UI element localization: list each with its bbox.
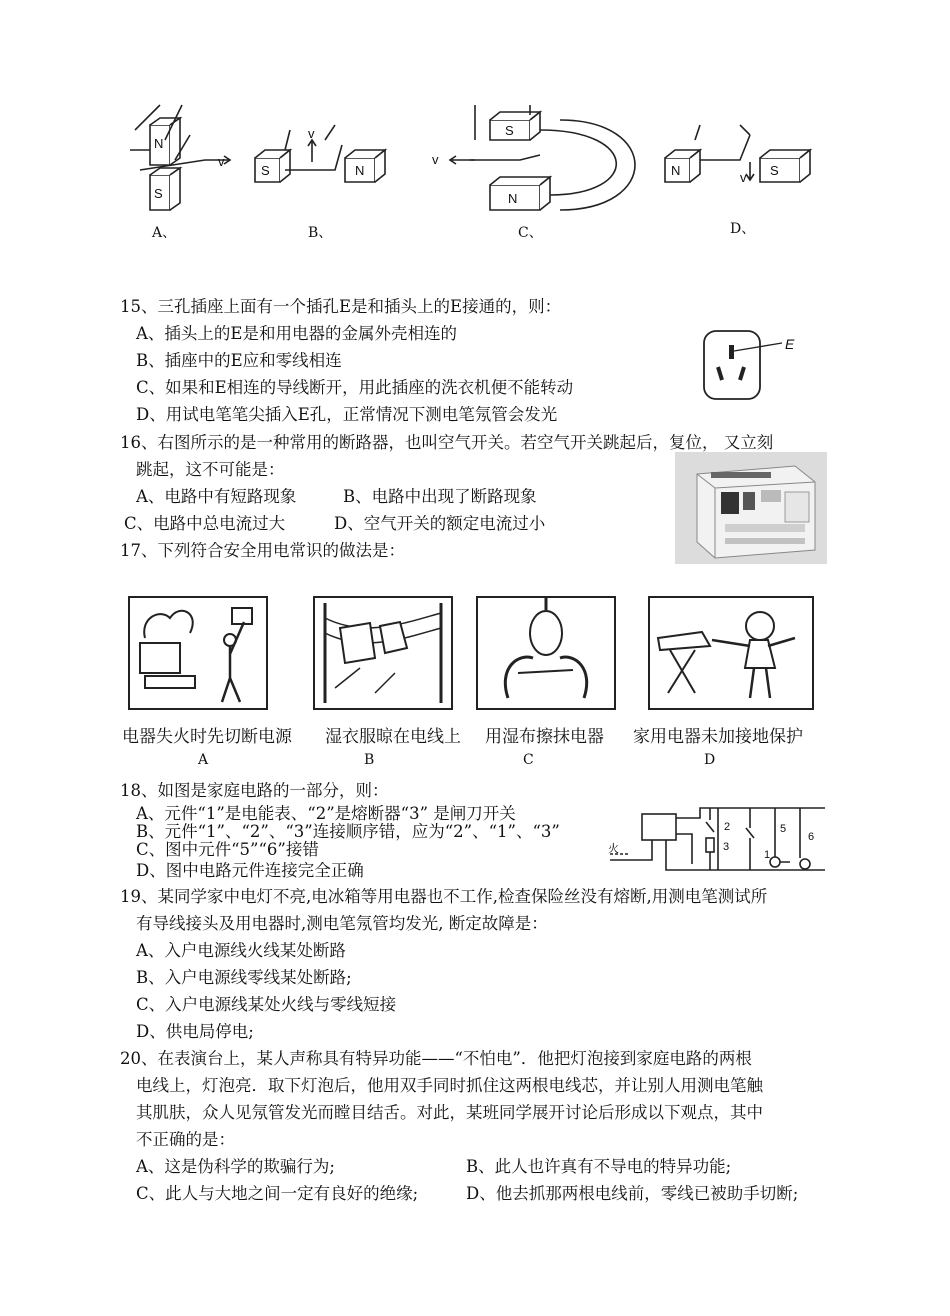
q20-stem-line3: 其肌肤，众人见氖管发光而瞠目结舌。对此，某班同学展开讨论后形成以下观点，其中: [136, 1103, 763, 1122]
circuit-label-3: 3: [723, 841, 730, 853]
q19-option-d: D、供电局停电;: [136, 1022, 254, 1041]
q20-stem-line2: 电线上，灯泡亮．取下灯泡后，他用双手同时抓住这两根电线芯，并让别人用测电笔触: [136, 1076, 763, 1095]
safety-picture-d: [648, 596, 814, 710]
velocity-label-b: v: [308, 126, 315, 141]
q19-stem-line2: 有导线接头及用电器时,测电笔氖管均发光, 断定故障是：: [136, 914, 548, 933]
magnet-figures: [120, 100, 820, 240]
q19-option-b: B、入户电源线零线某处断路;: [136, 968, 352, 987]
circuit-fire-label: 火: [608, 843, 619, 855]
q15-option-b: B、插座中的E应和零线相连: [136, 351, 342, 370]
home-circuit-diagram: [600, 798, 825, 880]
socket-diagram: [700, 325, 810, 405]
q19-option-a: A、入户电源线火线某处断路: [136, 941, 346, 960]
velocity-label-d: v: [740, 170, 747, 185]
q15-stem: 15、三孔插座上面有一个插孔E是和插头上的E接通的，则：: [120, 297, 562, 316]
circuit-breaker-photo: [675, 452, 827, 564]
safety-picture-a: [128, 596, 268, 710]
magnet-a-top-label: N: [154, 136, 164, 151]
q19-stem-line1: 19、某同学家中电灯不亮,电冰箱等用电器也不工作,检查保险丝没有熔断,用测电笔测试所: [120, 887, 768, 906]
safety-letter-a: A: [198, 752, 209, 768]
magnet-figure-c: [450, 105, 635, 210]
magnet-figure-a: [130, 105, 230, 210]
q19-option-c: C、入户电源线某处火线与零线短接: [136, 995, 397, 1014]
q20-stem-line4: 不正确的是：: [136, 1130, 235, 1149]
circuit-label-2: 2: [724, 821, 731, 833]
safety-picture-c: [476, 596, 616, 710]
velocity-label-a: v: [218, 154, 225, 169]
velocity-label-c: v: [432, 152, 439, 167]
magnet-b-right-label: N: [355, 163, 365, 178]
safety-letter-c: C: [523, 752, 534, 768]
safety-letter-d: D: [704, 752, 716, 768]
q20-option-b: B、此人也许真有不导电的特异功能;: [466, 1157, 732, 1176]
circuit-label-6: 6: [808, 831, 815, 843]
q16-option-c: C、电路中总电流过大: [124, 514, 286, 533]
safety-caption-d: 家用电器未加接地保护: [633, 727, 803, 747]
circuit-label-5: 5: [780, 823, 787, 835]
safety-letter-b: B: [364, 752, 375, 768]
magnet-caption-a: A、: [152, 225, 177, 241]
magnet-a-bottom-label: S: [154, 186, 163, 201]
magnet-c-bottom-label: N: [508, 191, 518, 206]
magnet-c-top-label: S: [505, 123, 514, 138]
q16-stem-line1: 16、右图所示的是一种常用的断路器，也叫空气开关。若空气开关跳起后，复位， 又立刻: [120, 433, 774, 452]
q16-option-a: A、电路中有短路现象: [136, 487, 297, 506]
circuit-label-1: 1: [764, 849, 771, 861]
magnet-d-left-label: N: [671, 163, 681, 178]
q18-stem: 18、如图是家庭电路的一部分，则：: [120, 781, 389, 800]
q20-option-c: C、此人与大地之间一定有良好的绝缘;: [136, 1184, 419, 1203]
q20-stem-line1: 20、在表演台上，某人声称具有特异功能——“不怕电”．他把灯泡接到家庭电路的两根: [120, 1049, 752, 1068]
magnet-caption-c: C、: [518, 225, 543, 241]
magnet-caption-b: B、: [308, 225, 333, 241]
q20-option-d: D、他去抓那两根电线前，零线已被助手切断;: [466, 1184, 799, 1203]
q16-option-d: D、空气开关的额定电流过小: [334, 514, 546, 533]
q16-option-b: B、电路中出现了断路现象: [343, 487, 537, 506]
magnet-b-left-label: S: [261, 163, 270, 178]
socket-e-label: E: [785, 336, 795, 352]
q15-option-d: D、用试电笔笔尖插入E孔，正常情况下测电笔氖管会发光: [136, 405, 558, 424]
magnet-figure-d: [665, 125, 810, 182]
q15-option-a: A、插头上的E是和用电器的金属外壳相连的: [136, 324, 457, 343]
q15-option-c: C、如果和E相连的导线断开，用此插座的洗衣机便不能转动: [136, 378, 574, 397]
safety-caption-b: 湿衣服晾在电线上: [325, 727, 461, 747]
q17-stem: 17、下列符合安全用电常识的做法是：: [120, 541, 405, 560]
q16-stem-line2: 跳起，这不可能是：: [136, 460, 285, 479]
safety-caption-c: 用湿布擦抹电器: [485, 727, 604, 747]
magnet-figure-b: [255, 125, 385, 182]
q20-option-a: A、这是伪科学的欺骗行为;: [136, 1157, 335, 1176]
safety-picture-b: [313, 596, 453, 710]
q18-option-b: B、元件“1”、“2”、“3”连接顺序错，应为“2”、“1”、“3”: [136, 822, 560, 841]
q18-option-d: D、图中电路元件连接完全正确: [136, 861, 364, 880]
safety-caption-a: 电器失火时先切断电源: [122, 727, 292, 747]
magnet-caption-d: D、: [730, 221, 756, 237]
magnet-d-right-label: S: [770, 163, 779, 178]
q18-option-c: C、图中元件“5”“6”接错: [136, 840, 319, 859]
q18-option-a: A、元件“1”是电能表、“2”是熔断器“3” 是闸刀开关: [136, 804, 516, 823]
